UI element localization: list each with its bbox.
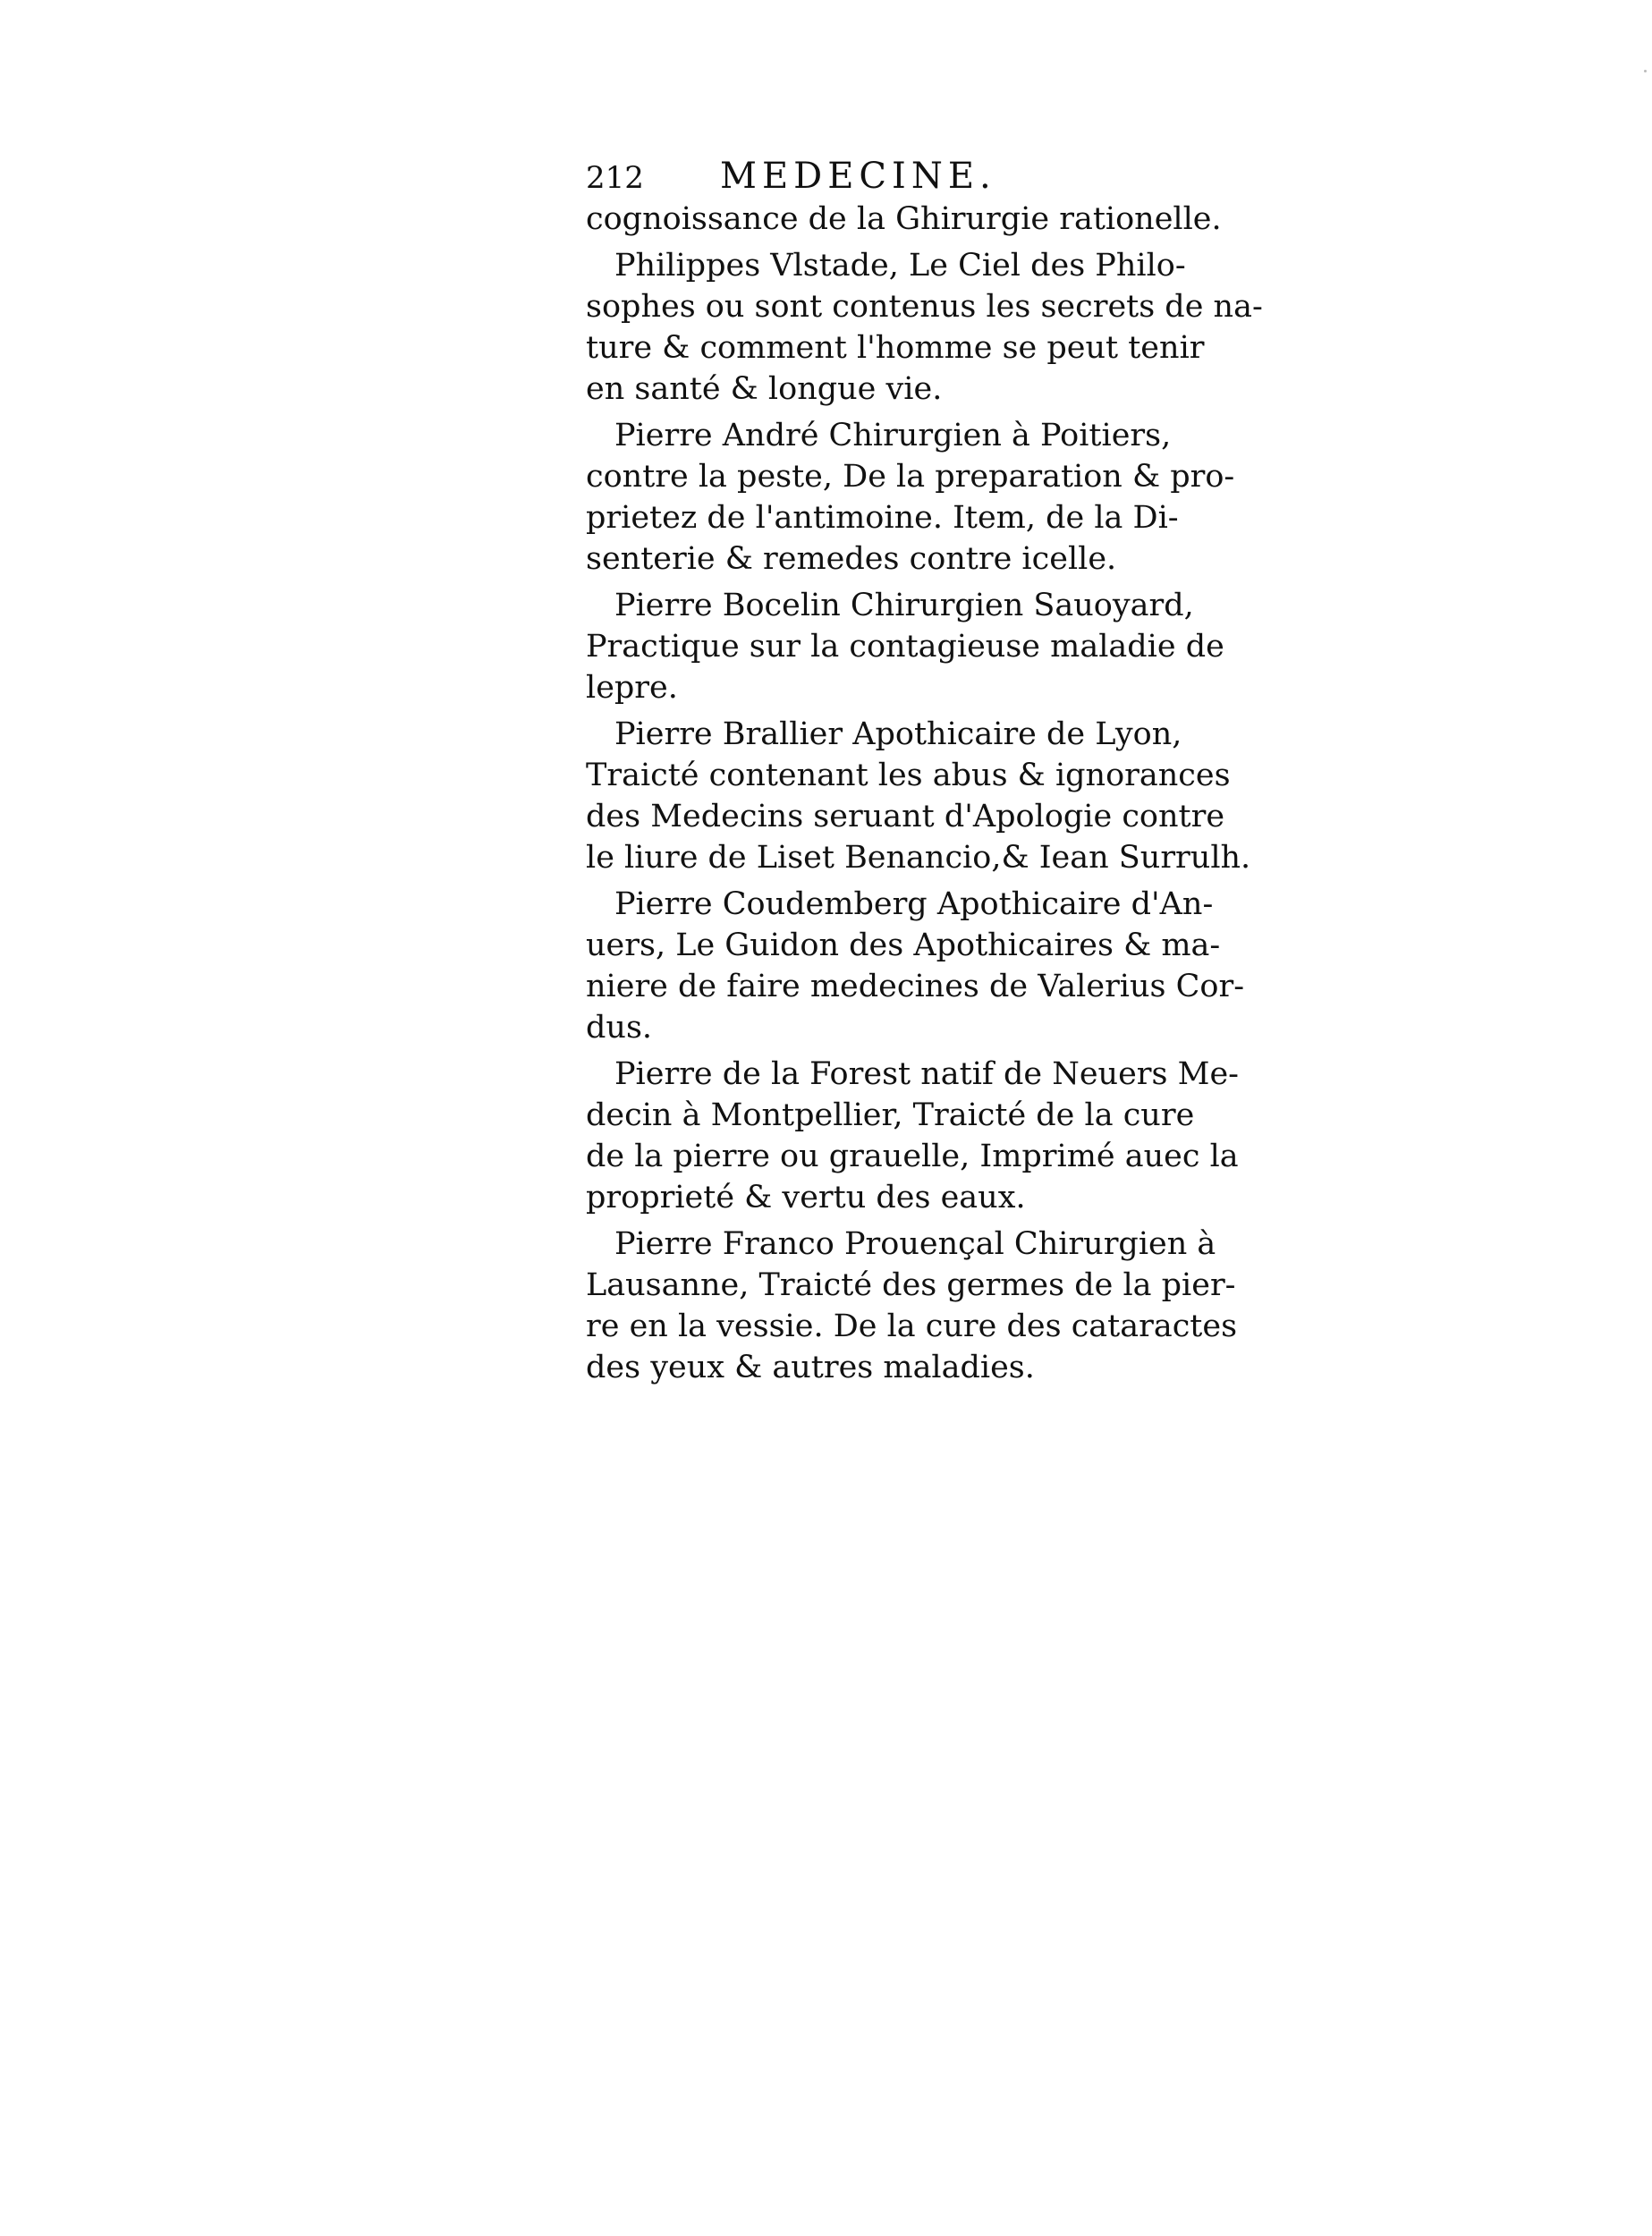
bibliography-entry [586, 585, 1224, 708]
text-line: des yeux & autres maladies. [586, 1350, 1035, 1385]
text-line: Lausanne, Traicté des germes de la pier- [586, 1267, 1236, 1303]
text-line: niere de faire medecines de Valerius Cor- [586, 969, 1245, 1004]
text-line: Pierre de la Forest natif de Neuers Me- [614, 1056, 1240, 1092]
text-line: Pierre André Chirurgien à Poitiers, [614, 418, 1172, 453]
text-line: uers, Le Guidon des Apothicaires & ma- [586, 927, 1221, 963]
bibliography-entry [586, 884, 1245, 1048]
text-line: en santé & longue vie. [586, 371, 943, 407]
text-line: proprieté & vertu des eaux. [586, 1180, 1026, 1215]
text-line: sophes ou sont contenus les secrets de na- [586, 289, 1263, 325]
text-line: lepre. [586, 670, 678, 706]
text-line: prietez de l'antimoine. Item, de la Di- [586, 500, 1179, 536]
text-line: le liure de Liset Benancio,& Iean Surrulh. [586, 840, 1251, 876]
text-block [586, 154, 1263, 1388]
text-line: Pierre Bocelin Chirurgien Sauoyard, [614, 588, 1194, 623]
bibliography-entry [586, 245, 1263, 410]
paper-speck [1644, 70, 1647, 72]
text-line: des Medecins seruant d'Apologie contre [586, 799, 1225, 834]
text-line: Pierre Coudemberg Apothicaire d'An- [614, 886, 1214, 922]
bibliography-entry [586, 1224, 1238, 1388]
text-line: decin à Montpellier, Traicté de la cure [586, 1097, 1195, 1133]
bibliography-entry [586, 714, 1251, 878]
text-line: de la pierre ou grauelle, Imprimé auec la [586, 1139, 1239, 1174]
bibliography-entry [586, 1054, 1240, 1218]
text-line: Pierre Franco Prouençal Chirurgien à [614, 1226, 1216, 1262]
text-line: contre la peste, De la preparation & pro- [586, 459, 1235, 495]
page-header [586, 154, 1140, 199]
text-line: ture & comment l'homme se peut tenir [586, 330, 1205, 366]
text-line: dus. [586, 1010, 653, 1046]
running-title: MEDECINE. [720, 156, 996, 197]
text-line: cognoissance de la Ghirurgie rationelle. [586, 201, 1222, 237]
text-line: re en la vessie. De la cure des cataractes [586, 1309, 1238, 1344]
text-line: Philippes Vlstade, Le Ciel des Philo- [614, 248, 1186, 284]
text-line: Traicté contenant les abus & ignorances [586, 758, 1231, 793]
text-line: Practique sur la contagieuse maladie de [586, 629, 1224, 665]
continuation-text [586, 199, 1222, 240]
page-number: 212 [586, 160, 644, 196]
text-line: senterie & remedes contre icelle. [586, 541, 1117, 577]
bibliography-entry [586, 415, 1235, 580]
text-line: Pierre Brallier Apothicaire de Lyon, [614, 716, 1182, 752]
